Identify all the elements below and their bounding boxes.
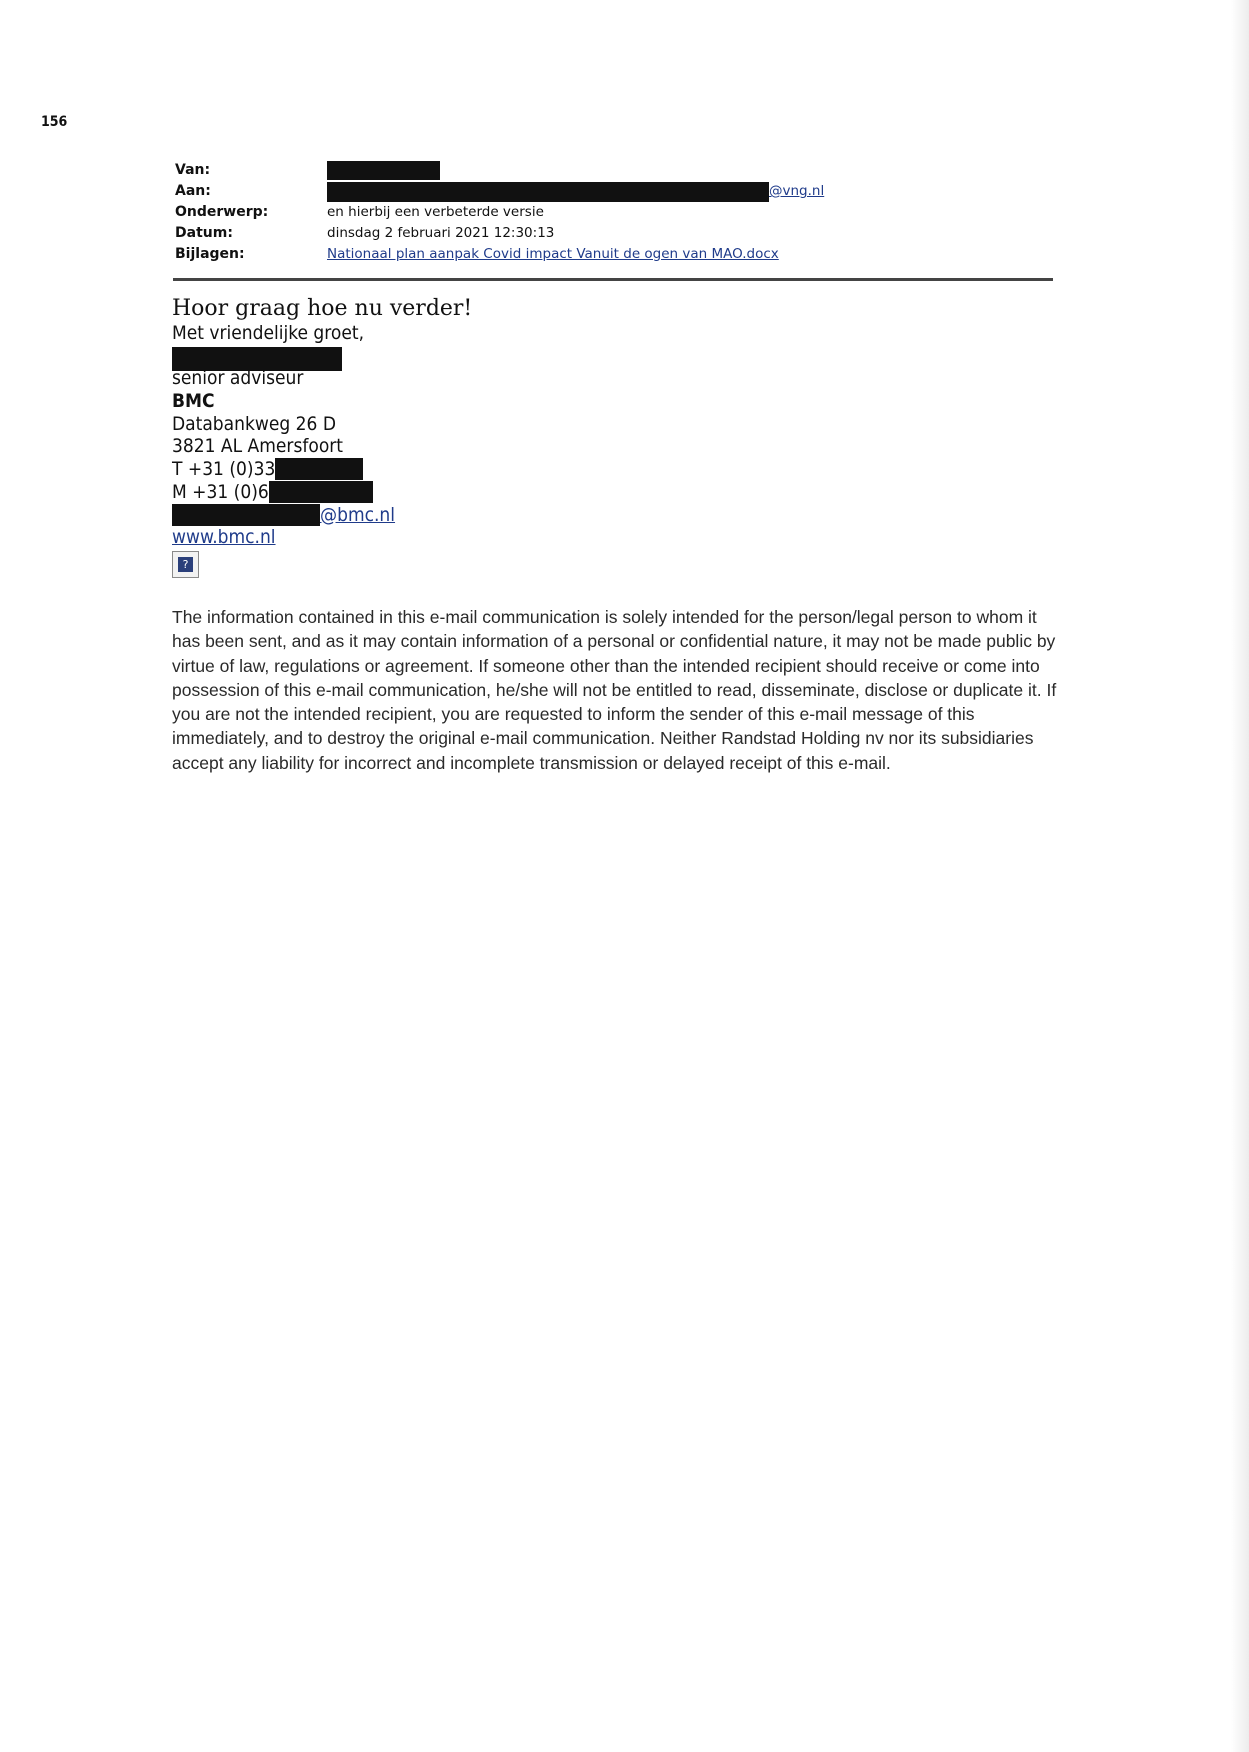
title-line: senior adviseur: [172, 367, 304, 390]
company-line: BMC: [172, 390, 215, 413]
page-edge-shadow: [1231, 0, 1249, 1752]
website-line: [172, 526, 395, 549]
name-line: [172, 345, 395, 368]
mobile-prefix: M +31 (0)6: [172, 480, 269, 503]
header-row-onderwerp: [175, 202, 1055, 223]
redaction-block: [269, 481, 373, 503]
header-row-bijlagen: [175, 244, 1055, 265]
website-link[interactable]: www.bmc.nl: [172, 526, 276, 549]
phone-prefix: T +31 (0)33: [172, 458, 276, 481]
datum-label: Datum:: [175, 225, 233, 241]
attachment-link[interactable]: Nationaal plan aanpak Covid impact Vanuit de ogen van MAO.docx: [327, 246, 779, 262]
aan-label: Aan:: [175, 183, 211, 199]
onderwerp-value: en hierbij een verbeterde versie: [327, 204, 544, 220]
city-line: 3821 AL Amersfoort: [172, 435, 343, 458]
van-value: [327, 160, 440, 181]
header-row-van: [175, 160, 1055, 181]
aan-email-link[interactable]: @vng.nl: [769, 183, 825, 199]
legal-disclaimer: The information contained in this e-mail communication is solely intended for the person/legal person to whom it has been sent, and as it may contain information of a personal or confidential nature, it may not be made public by virtue of law, regulations or agreement. If someone other than the intended recipient should receive or come into possession of this e-mail communication, he/she will not be entitled to read, disseminate, disclose or duplicate it. If you are not the intended recipient, you are requested to inform the sender of this e-mail message of this immediately, and to destroy the original e-mail communication. Neither Randstad Holding nv nor its subsidiaries accept any liability for incorrect and incomplete transmission or delayed receipt of this e-mail.: [172, 607, 1057, 773]
header-divider: [173, 278, 1053, 281]
closing-line: Met vriendelijke groet,: [172, 322, 364, 344]
greeting-text: Hoor graag hoe nu verder!: [172, 296, 473, 321]
aan-value: [327, 181, 824, 202]
question-mark-icon: ?: [178, 557, 193, 572]
signature-block: [172, 322, 395, 549]
header-row-datum: [175, 223, 1055, 244]
broken-image-placeholder: [172, 551, 199, 578]
email-line: [172, 504, 395, 527]
street-line: Databankweg 26 D: [172, 412, 336, 435]
page-number: 156: [41, 114, 68, 130]
mobile-line: [172, 481, 395, 504]
redaction-block: [172, 504, 320, 526]
onderwerp-label: Onderwerp:: [175, 204, 269, 220]
redaction-block: [327, 161, 440, 180]
bijlagen-label: Bijlagen:: [175, 246, 245, 262]
datum-value: dinsdag 2 februari 2021 12:30:13: [327, 225, 555, 241]
email-header: [175, 160, 1055, 265]
redaction-block: [275, 458, 363, 480]
email-link[interactable]: @bmc.nl: [320, 503, 396, 526]
header-row-aan: [175, 181, 1055, 202]
van-label: Van:: [175, 162, 211, 178]
phone-line: [172, 458, 395, 481]
redaction-block: [327, 182, 769, 202]
